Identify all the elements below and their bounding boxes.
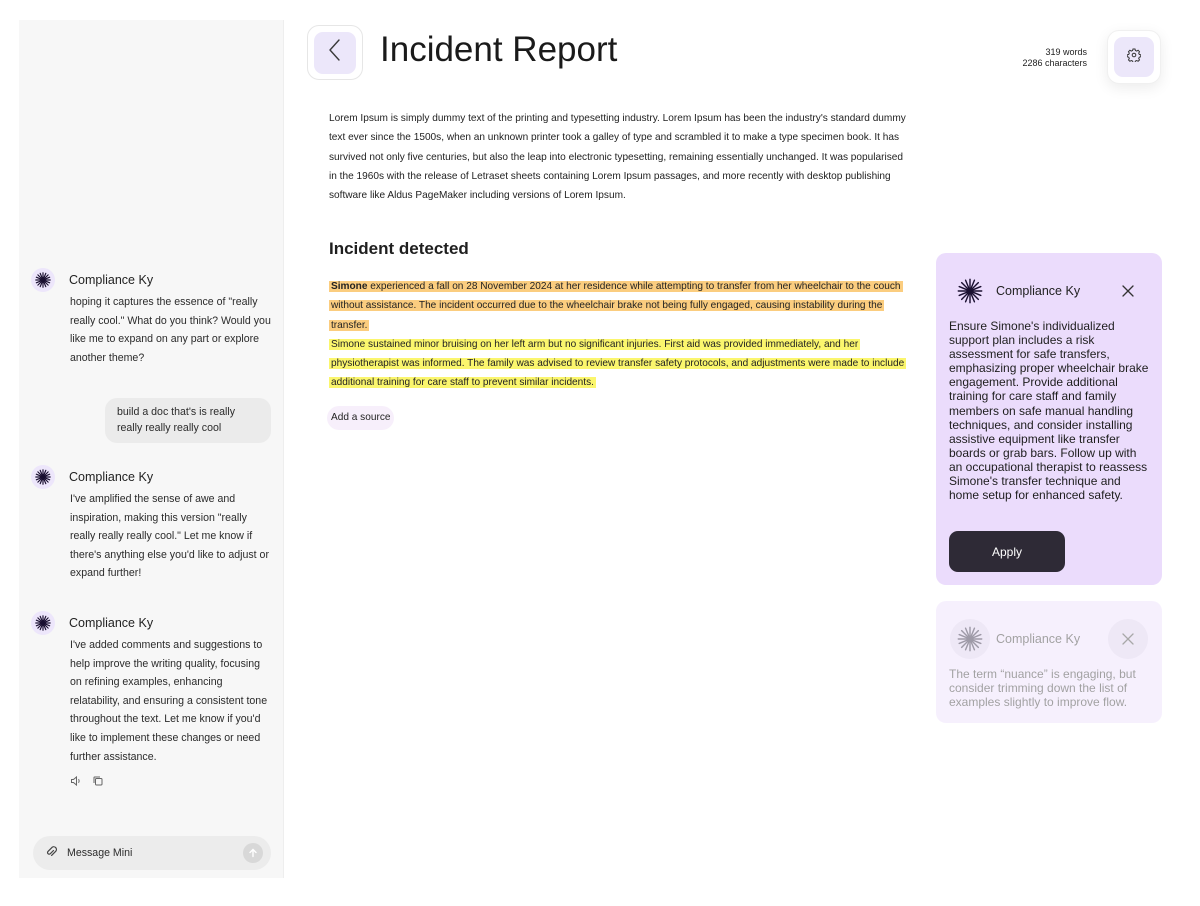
message-sender: Compliance Ky xyxy=(69,273,154,287)
suggestion-card[interactable] xyxy=(936,601,1162,723)
suggestion-text: Ensure Simone's individualized support plan includes a risk assessment for safe transfers, emphasizing proper wheelchair brake engagement. Provide additional training for care staff and family members on safe manual handling techniques, and consider installing assistive equipment like transfer boards or grab bars. Follow up with an occupational therapist to reassess Simone's transfer technique and home setup for enhanced safety. xyxy=(949,319,1149,503)
message-text: hoping it captures the essence of "really really cool." What do you think? Would you like me to expand on any part or explore another theme? xyxy=(70,296,271,364)
assistant-message xyxy=(31,612,271,792)
assistant-message xyxy=(31,466,271,583)
close-icon[interactable] xyxy=(1108,271,1148,311)
compliance-ky-avatar-icon xyxy=(31,611,55,635)
incident-subject: Simone xyxy=(331,281,368,292)
chevron-left-icon xyxy=(328,38,342,67)
settings-button[interactable] xyxy=(1107,30,1161,84)
suggestion-card xyxy=(936,253,1162,585)
compliance-ky-avatar-icon xyxy=(31,268,55,292)
incident-body xyxy=(323,277,923,393)
user-message: build a doc that's is really really really really cool xyxy=(105,398,271,443)
close-icon[interactable] xyxy=(1108,619,1148,659)
assistant-message xyxy=(31,269,271,367)
incident-paragraph-2-text: Simone sustained minor bruising on her left arm but no significant injuries. First aid was provided immediately, and her physiotherapist was informed. The family was advised to review transfer safety protocols, and adjustments were made to include additional training for care staff to prevent similar incidents. xyxy=(331,338,905,389)
section-title: Incident detected xyxy=(329,239,469,258)
speaker-icon[interactable] xyxy=(70,774,82,792)
add-source-button[interactable]: Add a source xyxy=(327,406,394,430)
suggestion-sender: Compliance Ky xyxy=(996,284,1081,298)
incident-paragraph-2[interactable] xyxy=(323,335,923,393)
message-text: I've amplified the sense of awe and inspiration, making this version "really really really really cool." Let me know if there's anything else you'd like to adjust or expand further! xyxy=(70,493,269,580)
incident-paragraph-1[interactable] xyxy=(323,277,923,335)
settings-button-inner xyxy=(1114,37,1154,77)
copy-icon[interactable] xyxy=(92,774,104,792)
gear-icon xyxy=(1127,48,1141,67)
document-intro: Lorem Ipsum is simply dummy text of the printing and typesetting industry. Lorem Ipsum has been the industry's standard dummy text ever since the 1500s, when an unknown printer took a galley of type and scrambled it to make a type specimen book. It has survived not only five centuries, but also the leap into electronic typesetting, remaining essentially unchanged. It was popularised in the 1960s with the release of Letraset sheets containing Lorem Ipsum passages, and more recently with desktop publishing software like Aldus PageMaker including versions of Lorem Ipsum. xyxy=(329,113,906,202)
attach-icon[interactable] xyxy=(45,844,57,863)
message-sender: Compliance Ky xyxy=(69,616,154,630)
back-button[interactable] xyxy=(307,25,363,80)
message-text: I've added comments and suggestions to help improve the writing quality, focusing on refining examples, enhancing relatability, and ensuring a consistent tone throughout the text. Let me know if you'd like to implement these changes or need further assistance. xyxy=(70,639,268,763)
word-count: 319 words xyxy=(1045,47,1087,57)
suggestion-text: The term “nuance” is engaging, but consider trimming down the list of examples slightly to improve flow. xyxy=(949,667,1136,710)
character-count: 2286 characters xyxy=(1022,58,1087,68)
page-title: Incident Report xyxy=(380,30,618,69)
message-input[interactable] xyxy=(67,847,243,859)
compliance-ky-avatar-icon xyxy=(950,271,990,311)
suggestion-sender: Compliance Ky xyxy=(996,632,1081,646)
message-actions xyxy=(70,774,271,792)
document-stats xyxy=(1022,47,1087,69)
apply-button[interactable]: Apply xyxy=(949,531,1065,572)
incident-paragraph-1-text: experienced a fall on 28 November 2024 at her residence while attempting to transfer from her wheelchair to the couch without assistance. The incident occurred due to the wheelchair brake not being fully engaged, causing instability during the transfer. xyxy=(331,281,901,331)
chat-sidebar xyxy=(19,20,284,878)
compliance-ky-avatar-icon xyxy=(950,619,990,659)
send-button[interactable] xyxy=(243,843,263,863)
message-sender: Compliance Ky xyxy=(69,470,154,484)
message-composer xyxy=(33,836,271,870)
compliance-ky-avatar-icon xyxy=(31,465,55,489)
back-button-inner xyxy=(314,32,356,74)
